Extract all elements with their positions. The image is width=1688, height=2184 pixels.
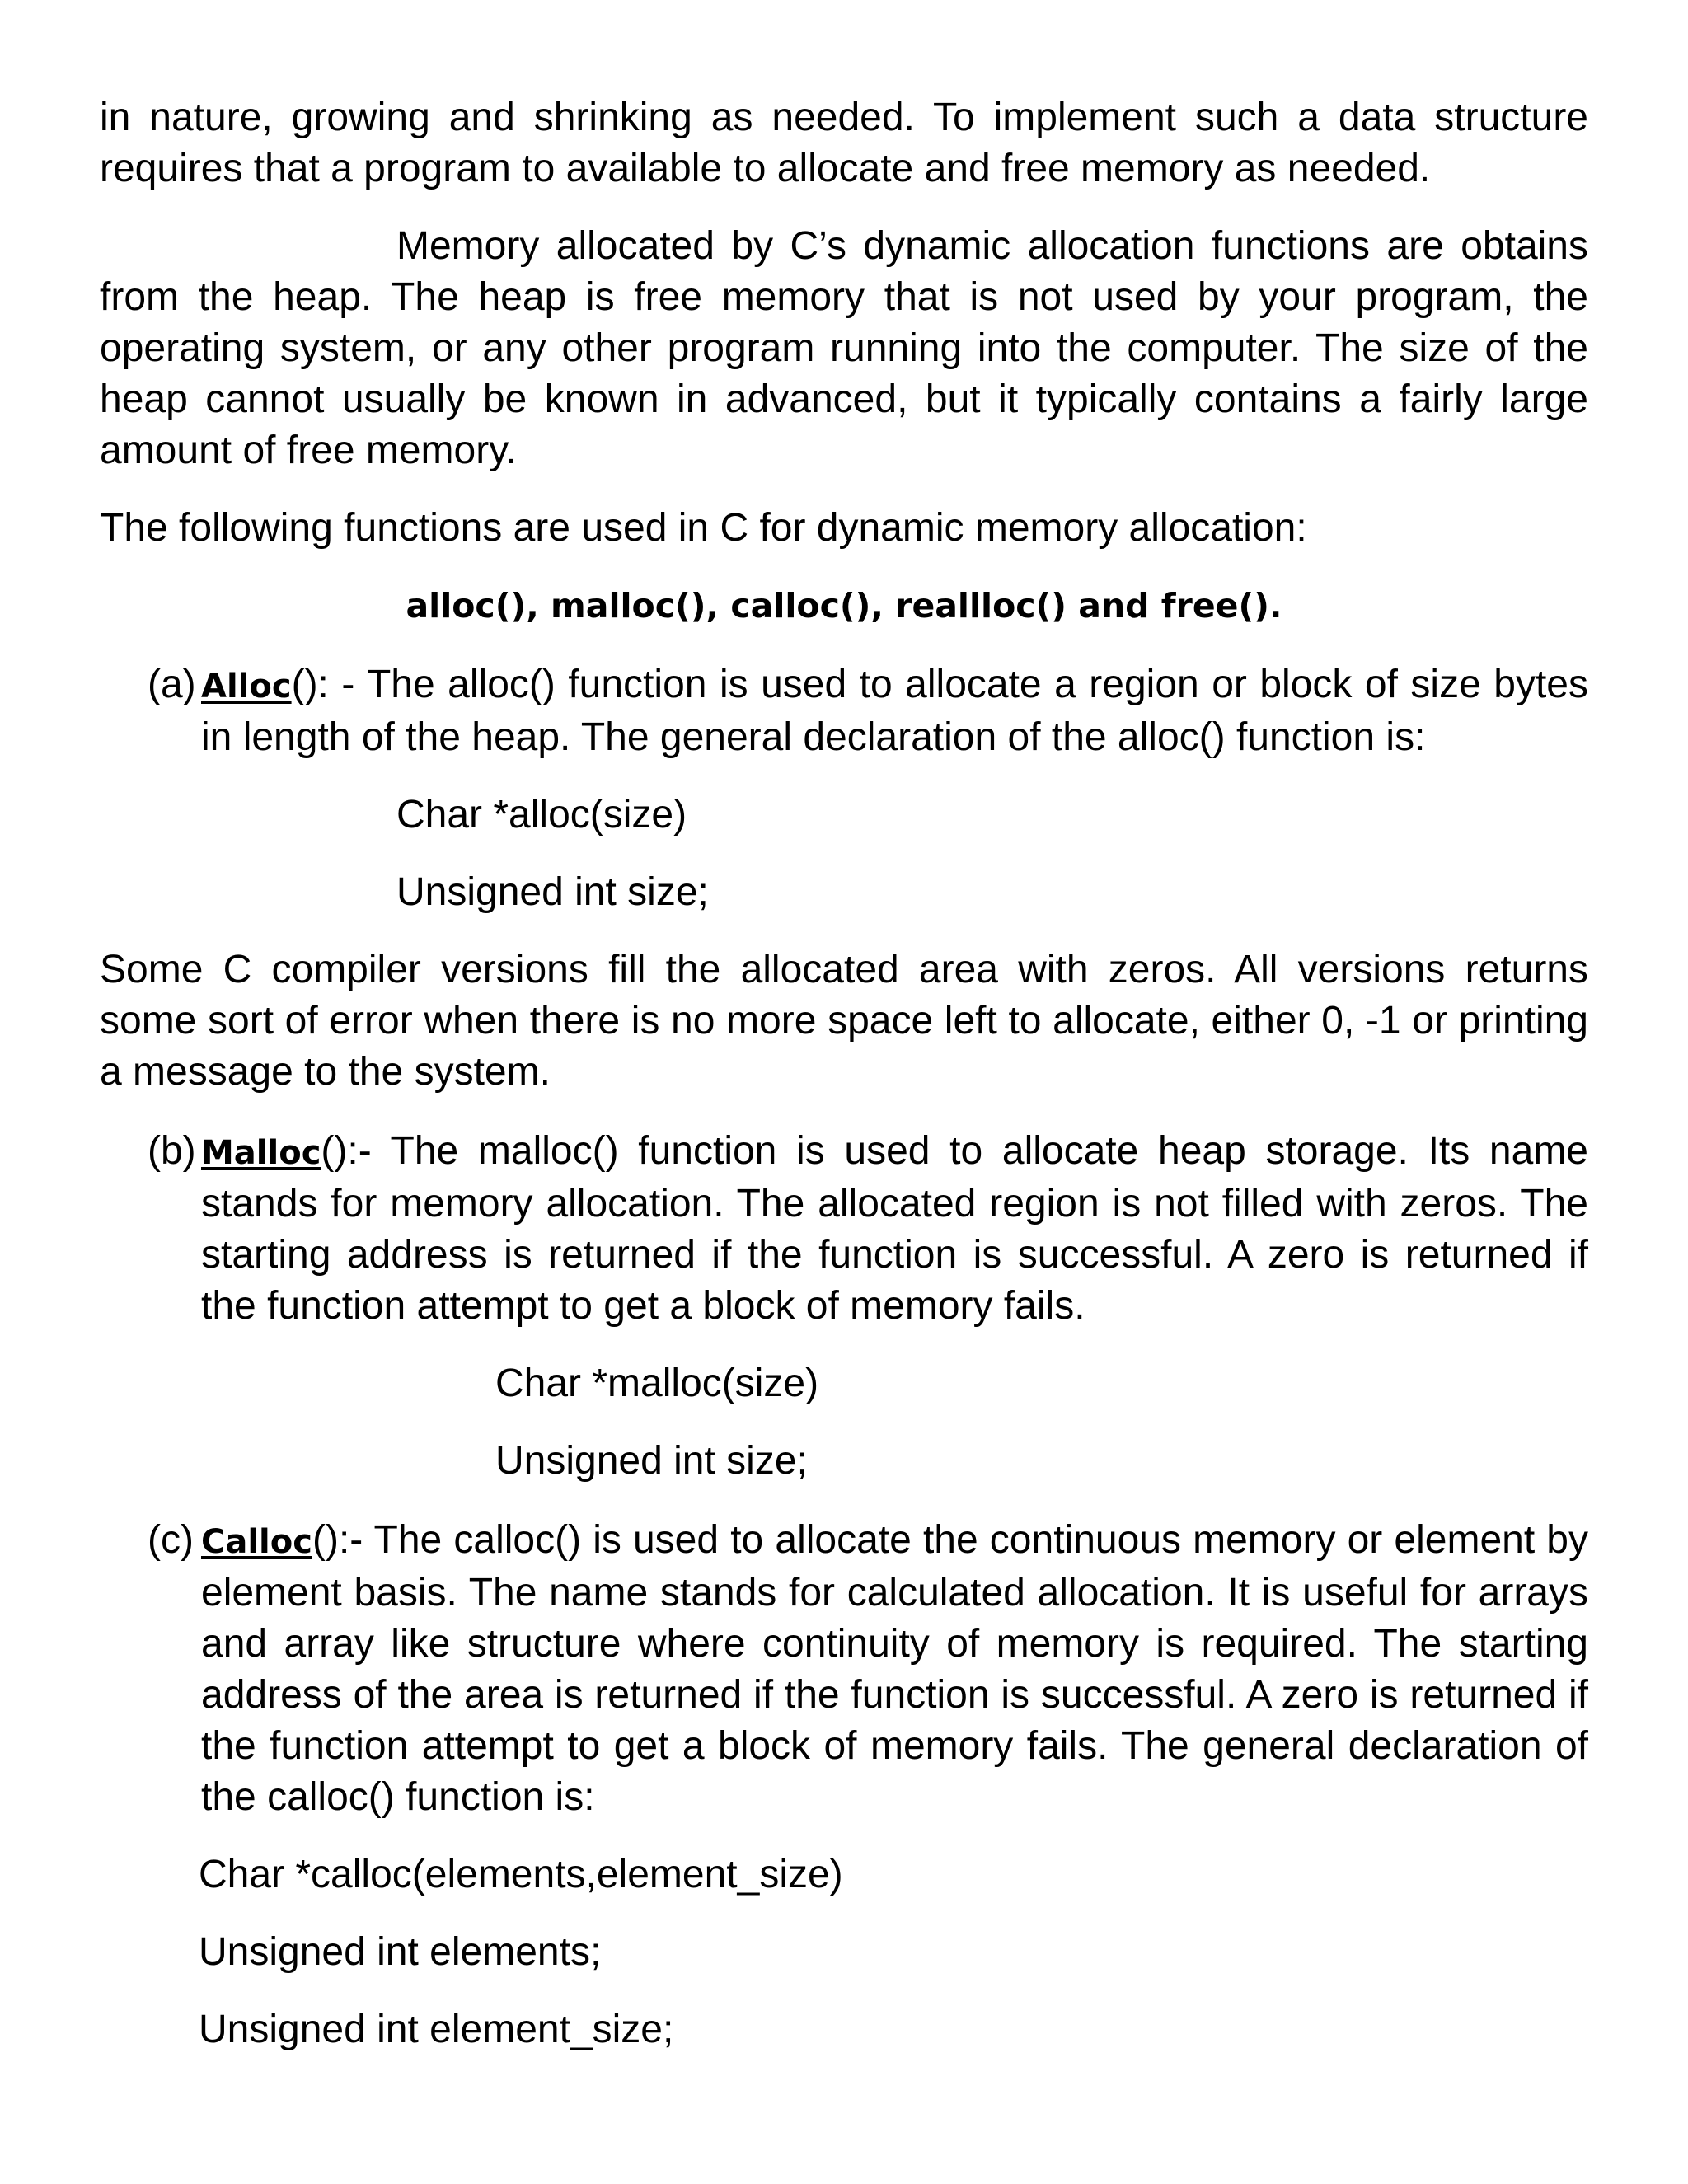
heap-paragraph: Memory allocated by C’s dynamic allocation functions are obtains from the heap. The heap is free memory that is not used by your program, the operating system, or any other program running into the computer. The size of the heap cannot usually be known in advanced, but it typically contains a fairly large amount of free memory. xyxy=(100,224,1588,472)
compiler-paragraph: Some C compiler versions fill the allocated area with zeros. All versions returns some sort of error when there is no more space left to allocate, either 0, -1 or printing a message to the system. xyxy=(100,948,1588,1094)
item-marker: (a) xyxy=(148,663,196,706)
item-text: ():- The malloc() function is used to allocate heap storage. Its name stands for memory allocation. The allocated region is not filled with zeros. The starting address is returned if the function is successful. A zero is returned if the function attempt to get a block of memory fails. xyxy=(201,1129,1588,1328)
item-text: (): - The alloc() function is used to allocate a region or block of size bytes in length of the heap. The general declaration of the alloc() function is: xyxy=(201,663,1588,759)
function-name-calloc: Calloc xyxy=(201,1523,312,1561)
code-line: Unsigned int size; xyxy=(495,1439,808,1483)
code-line: Char *calloc(elements,element_size) xyxy=(199,1853,843,1896)
item-marker: (c) xyxy=(148,1518,194,1562)
list-item-alloc xyxy=(100,659,1588,763)
intro-paragraph: in nature, growing and shrinking as needed. To implement such a data structure requires that a program to available to allocate and free memory as needed. xyxy=(100,96,1588,190)
code-line: Unsigned int size; xyxy=(396,870,709,914)
functions-list: alloc(), malloc(), calloc(), reallloc() and free(). xyxy=(406,586,1282,626)
item-description xyxy=(201,659,1588,763)
item-text: ():- The calloc() is used to allocate the continuous memory or element by element basis. The name stands for calculated allocation. It is useful for arrays and array like structure where continuity of memory is required. The starting address of the area is returned if the function is successful. A zero is returned if the function attempt to get a block of memory fails. The general declaration of the calloc() function is: xyxy=(201,1518,1588,1819)
list-item-malloc xyxy=(100,1126,1588,1332)
code-line: Unsigned int element_size; xyxy=(199,2008,674,2051)
item-marker: (b) xyxy=(148,1129,196,1173)
code-line: Unsigned int elements; xyxy=(199,1930,602,1974)
function-name-alloc: Alloc xyxy=(201,668,292,705)
code-line: Char *malloc(size) xyxy=(495,1361,819,1405)
function-name-malloc: Malloc xyxy=(201,1134,321,1172)
functions-intro: The following functions are used in C for dynamic memory allocation: xyxy=(100,506,1307,550)
item-description xyxy=(201,1515,1588,1823)
list-item-calloc xyxy=(100,1515,1588,1823)
code-line: Char *alloc(size) xyxy=(396,793,687,837)
item-description xyxy=(201,1126,1588,1332)
